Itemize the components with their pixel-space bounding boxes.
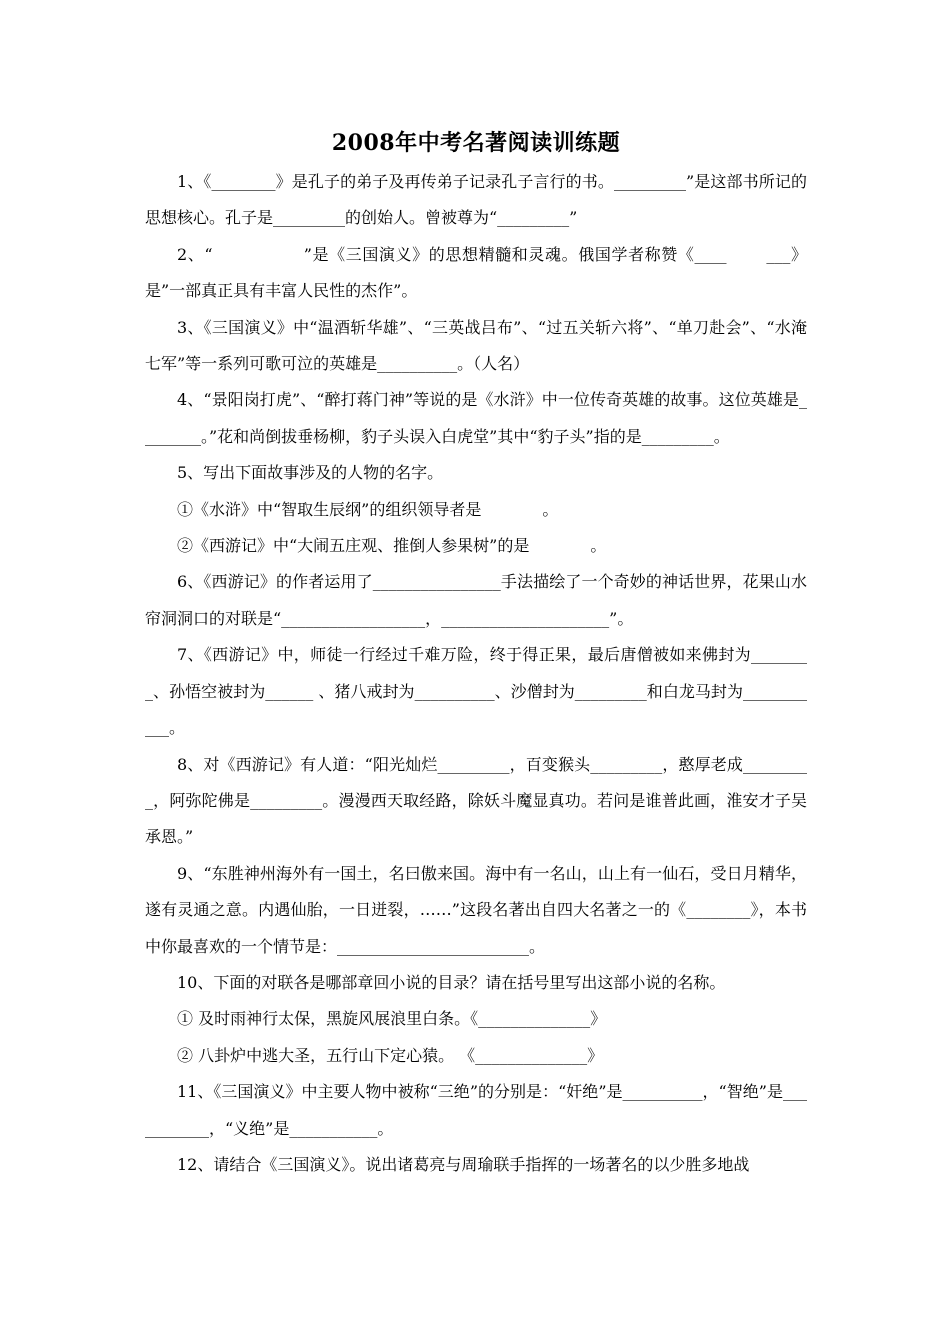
question-10: 10、下面的对联各是哪部章回小说的目录？请在括号里写出这部小说的名称。 [177,972,726,992]
question-3: 3、《三国演义》中“温酒斩华雄”、“三英战吕布”、“过五关斩六将”、“单刀赴会”、“水淹七军”等一系列可歌可泣的英雄是__________。（人名） [145,317,807,374]
document-title: 2008年中考名著阅读训练题 [331,130,621,156]
question-8: 8、对《西游记》有人道：“阳光灿烂_________，百变猴头_________，憨厚老成_________，阿弥陀佛是_________。漫漫西天取经路，除妖斗魔显真功。若问是谁普此画，淮安才子吴承恩。” [145,754,807,847]
question-5: 5、写出下面故事涉及的人物的名字。 [177,463,444,483]
question-2: 2、“ ”是《三国演义》的思想精髓和灵魂。俄国学者称赞《____ ___》是”一部真正具有丰富人民性的杰作”。 [145,244,807,301]
document-page [145,128,807,1183]
question-12: 12、请结合《三国演义》。说出诸葛亮与周瑜联手指挥的一场著名的以少胜多地战 [177,1154,750,1174]
question-10-item-2: ② 八卦炉中逃大圣，五行山下定心猿。 《______________》 [177,1045,604,1065]
question-10-item-1: ① 及时雨神行太保，黑旋风展浪里白条。《______________》 [177,1009,607,1029]
question-1: 1、《________》是孔子的弟子及再传弟子记录孔子言行的书。_________”是这部书所记的思想核心。孔子是_________的创始人。曾被尊为“_________” [145,172,807,228]
question-7: 7、《西游记》中，师徒一行经过千难万险，终于得正果，最后唐僧被如来佛封为________、孙悟空被封为______ 、猪八戒封为__________、沙僧封为_________和白龙马封为___________。 [145,645,807,738]
question-9: 9、“东胜神州海外有一国土，名曰傲来国。海中有一名山，山上有一仙石，受日月精华，遂有灵通之意。内遇仙胎，一日迸裂，……”这段名著出自四大名著之一的《________》，本书中你最喜欢的一个情节是：________________________。 [145,863,807,956]
question-11: 11、《三国演义》中主要人物中被称“三绝”的分别是：“奸绝”是__________，“智绝”是___________，“义绝”是___________。 [145,1082,807,1138]
question-5-item-1: ①《水浒》中“智取生辰纲”的组织领导者是 。 [177,499,559,519]
question-5-item-2: ②《西游记》中“大闹五庄观、推倒人参果树”的是 。 [177,536,607,556]
question-6: 6、《西游记》的作者运用了________________手法描绘了一个奇妙的神话世界，花果山水帘洞洞口的对联是“__________________，_____________________”。 [145,572,807,628]
question-4: 4、“景阳岗打虎”、“醉打蒋门神”等说的是《水浒》中一位传奇英雄的故事。这位英雄是________。”花和尚倒拔垂杨柳，豹子头误入白虎堂”其中“豹子头”指的是_________。 [145,390,807,446]
